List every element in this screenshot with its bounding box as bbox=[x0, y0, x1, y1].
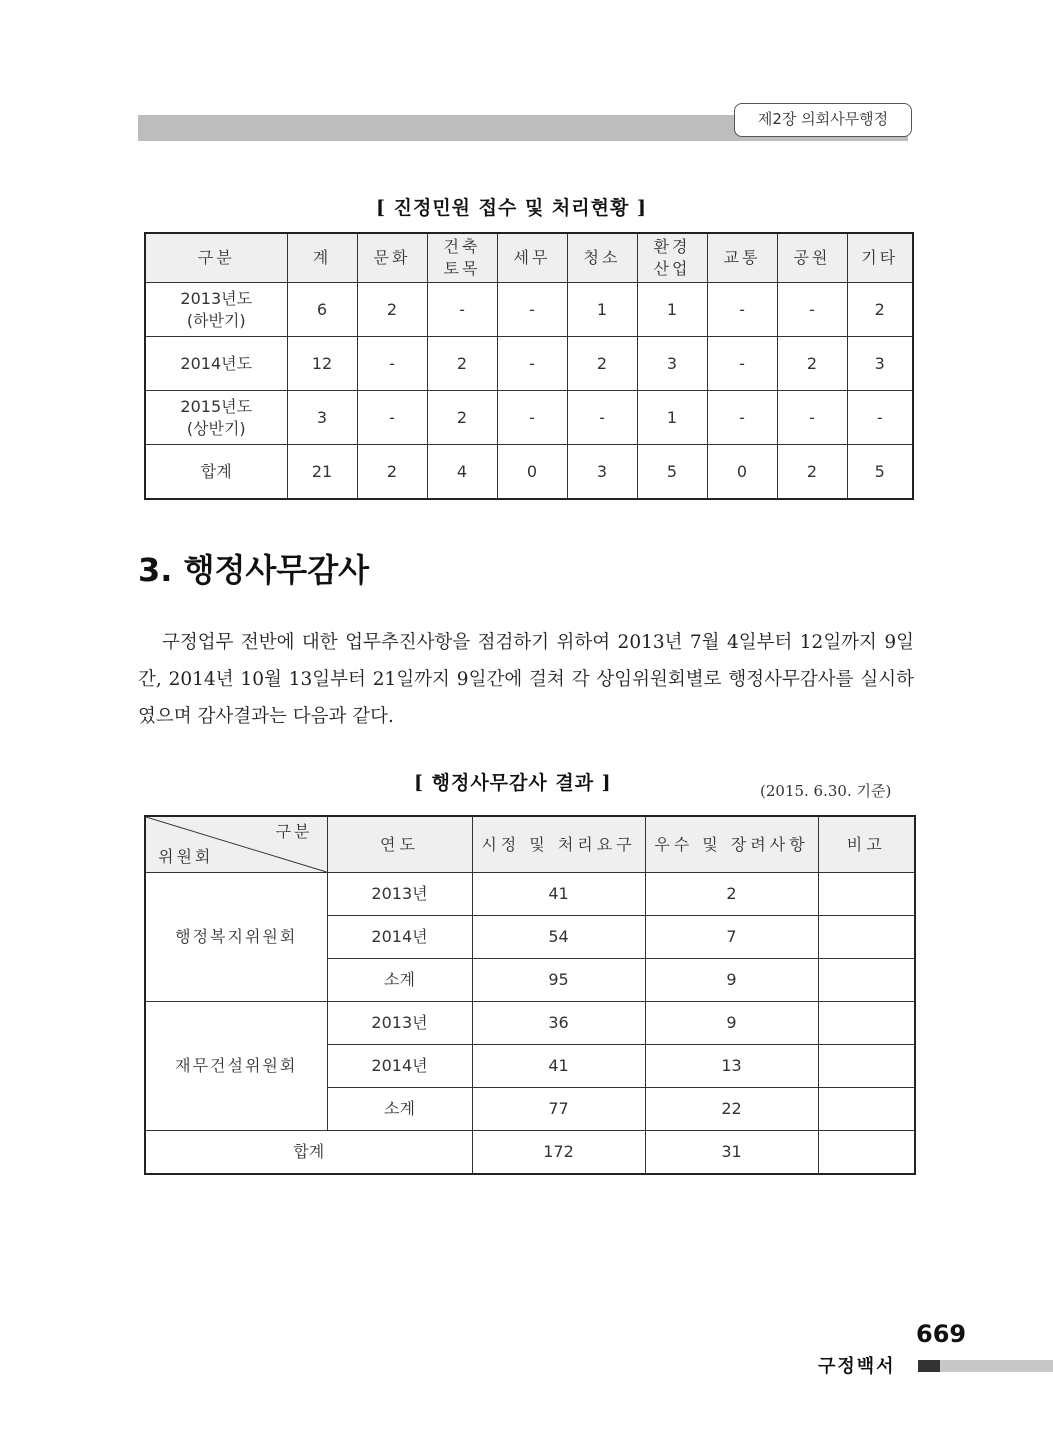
petition-table bbox=[144, 232, 914, 500]
table1-header-row bbox=[145, 233, 913, 283]
table-cell: 5 bbox=[637, 445, 707, 500]
table-cell: 54 bbox=[472, 916, 645, 959]
header-remarks: 비고 bbox=[818, 816, 915, 873]
table-cell: 95 bbox=[472, 959, 645, 1002]
table1-header-cell: 공원 bbox=[777, 233, 847, 283]
committee-name: 재무건설위원회 bbox=[145, 1002, 327, 1131]
table-cell: 77 bbox=[472, 1088, 645, 1131]
table-cell: 소계 bbox=[327, 959, 472, 1002]
table-row bbox=[145, 337, 913, 391]
footer-marker bbox=[918, 1360, 940, 1372]
table-row bbox=[145, 445, 913, 500]
table-cell: - bbox=[707, 283, 777, 337]
table-cell: 9 bbox=[645, 959, 818, 1002]
table1-header-cell: 교통 bbox=[707, 233, 777, 283]
table2-header-row bbox=[145, 816, 915, 873]
table-cell bbox=[818, 1002, 915, 1045]
table-cell: 36 bbox=[472, 1002, 645, 1045]
table-cell: 합계 bbox=[145, 445, 287, 500]
table-cell: 소계 bbox=[327, 1088, 472, 1131]
table-row bbox=[145, 391, 913, 445]
table1-header-cell: 계 bbox=[287, 233, 357, 283]
table-cell: 2013년 bbox=[327, 873, 472, 916]
table-cell: 2014년 bbox=[327, 1045, 472, 1088]
header-correction: 시정 및 처리요구 bbox=[472, 816, 645, 873]
table-row bbox=[145, 1002, 915, 1045]
table-cell bbox=[818, 1045, 915, 1088]
corner-header bbox=[145, 816, 327, 873]
table-cell: 2013년 bbox=[327, 1002, 472, 1045]
table-cell: 1 bbox=[637, 283, 707, 337]
table-cell: 3 bbox=[637, 337, 707, 391]
table2-caption: [ 행정사무감사 결과 ] bbox=[414, 772, 612, 794]
table-cell: 2015년도 (상반기) bbox=[145, 391, 287, 445]
table-cell: 3 bbox=[847, 337, 913, 391]
table1-header-cell: 세무 bbox=[497, 233, 567, 283]
basis-date: (2015. 6.30. 기준) bbox=[760, 782, 892, 800]
table-cell: 2 bbox=[357, 445, 427, 500]
table-cell: 2 bbox=[777, 445, 847, 500]
table-cell: - bbox=[707, 337, 777, 391]
total-label: 합계 bbox=[145, 1131, 472, 1175]
table-cell: 0 bbox=[707, 445, 777, 500]
total-row bbox=[145, 1131, 915, 1175]
table-cell: 2014년도 bbox=[145, 337, 287, 391]
book-title: 구정백서 bbox=[818, 1356, 896, 1377]
table-cell: 3 bbox=[287, 391, 357, 445]
table-cell: 4 bbox=[427, 445, 497, 500]
table-cell: - bbox=[777, 391, 847, 445]
page-number: 669 bbox=[916, 1320, 967, 1348]
table-cell: 2 bbox=[427, 337, 497, 391]
table-cell: 2 bbox=[777, 337, 847, 391]
table1-header-cell: 문화 bbox=[357, 233, 427, 283]
table-cell: - bbox=[777, 283, 847, 337]
table-cell: 3 bbox=[567, 445, 637, 500]
table-cell bbox=[818, 916, 915, 959]
table-cell: 2014년 bbox=[327, 916, 472, 959]
table-cell: - bbox=[357, 337, 427, 391]
table-cell: - bbox=[357, 391, 427, 445]
table-cell: - bbox=[497, 283, 567, 337]
table1-header-cell: 구분 bbox=[145, 233, 287, 283]
table-cell: 13 bbox=[645, 1045, 818, 1088]
section-title: 3. 행정사무감사 bbox=[138, 551, 370, 589]
table-cell: 9 bbox=[645, 1002, 818, 1045]
audit-result-table bbox=[144, 815, 916, 1175]
table-cell bbox=[818, 1131, 915, 1175]
section-paragraph: 구정업무 전반에 대한 업무추진사항을 점검하기 위하여 2013년 7월 4일부터 12일까지 9일간, 2014년 10월 13일부터 21일까지 9일간에 걸쳐 각 상임위원회별로 행정사무감사를 실시하였으며 감사결과는 다음과 같다. bbox=[138, 632, 914, 727]
header-year: 연도 bbox=[327, 816, 472, 873]
table-cell: 0 bbox=[497, 445, 567, 500]
table-cell: - bbox=[497, 337, 567, 391]
table-cell: 1 bbox=[567, 283, 637, 337]
table-cell: 41 bbox=[472, 1045, 645, 1088]
table-cell: 172 bbox=[472, 1131, 645, 1175]
table-cell: 7 bbox=[645, 916, 818, 959]
table-cell: 2013년도 (하반기) bbox=[145, 283, 287, 337]
table1-header-cell: 건축 토목 bbox=[427, 233, 497, 283]
table1-header-cell: 환경 산업 bbox=[637, 233, 707, 283]
committee-name: 행정복지위원회 bbox=[145, 873, 327, 1002]
table-cell: 21 bbox=[287, 445, 357, 500]
table-cell: 12 bbox=[287, 337, 357, 391]
table-cell: 22 bbox=[645, 1088, 818, 1131]
table-cell: - bbox=[847, 391, 913, 445]
table-cell: - bbox=[427, 283, 497, 337]
chapter-label: 제2장 의회사무행정 bbox=[734, 103, 912, 137]
table-cell bbox=[818, 959, 915, 1002]
table1-caption: [ 진정민원 접수 및 처리현황 ] bbox=[376, 197, 647, 219]
table-cell: 2 bbox=[567, 337, 637, 391]
corner-top-label: 구분 bbox=[275, 822, 313, 841]
table-cell: 31 bbox=[645, 1131, 818, 1175]
table1-header-cell: 기타 bbox=[847, 233, 913, 283]
table-cell: 5 bbox=[847, 445, 913, 500]
table-cell: - bbox=[567, 391, 637, 445]
table-cell: 2 bbox=[357, 283, 427, 337]
table-cell: 2 bbox=[847, 283, 913, 337]
corner-bottom-label: 위원회 bbox=[158, 847, 214, 866]
table-row bbox=[145, 283, 913, 337]
table1-header-cell: 청소 bbox=[567, 233, 637, 283]
table-cell: 2 bbox=[645, 873, 818, 916]
table-cell: 6 bbox=[287, 283, 357, 337]
table-cell: - bbox=[497, 391, 567, 445]
table-cell: 1 bbox=[637, 391, 707, 445]
header-excellence: 우수 및 장려사항 bbox=[645, 816, 818, 873]
table-cell bbox=[818, 873, 915, 916]
table-cell: 2 bbox=[427, 391, 497, 445]
table-cell: - bbox=[707, 391, 777, 445]
table-cell bbox=[818, 1088, 915, 1131]
footer-bar bbox=[940, 1360, 1053, 1372]
table-cell: 41 bbox=[472, 873, 645, 916]
table-row bbox=[145, 873, 915, 916]
